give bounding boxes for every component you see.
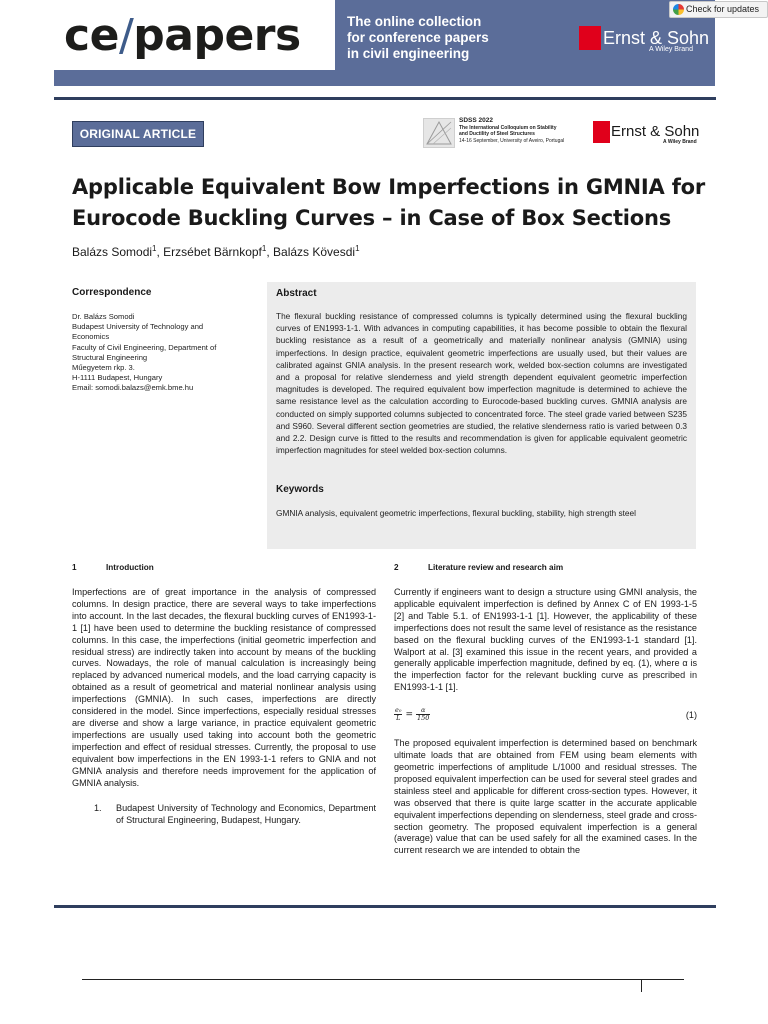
banner-tagline-area: The online collection for conference papers in civil engineering Ernst & Sohn A Wiley Brand bbox=[335, 0, 715, 86]
literature-paragraph-1: Currently if engineers want to design a structure using GMNI analysis, the applicable equivalent imperfection is defined by Annex C of EN 1993-1-5 [2] and Table 5.1. of EN1993-1-1 [1]. However, the applicability of these imperfections does not result the same level of resistance as the resistance based on the flexural buckling curves of the EN1993-1-1 standard [1]. Walport at al. [3] examined this issue in the recent years, and provided a generally applicable imperfection magnitude, defined by eq. (1), where α is the imperfection factor for the relevant buckling curve as prescribed in EN1993-1-1 [1]. bbox=[394, 587, 697, 693]
section-1-heading: 1 Introduction bbox=[72, 563, 154, 572]
equation-rhs-fraction: $\frac{\alpha}{150}$ bbox=[417, 706, 430, 723]
correspondence-details: Dr. Balázs Somodi Budapest University of Technology and Economics Faculty of Civil Engineering, Department of Structural Engineering Műegyetem rkp. 3. H-1111 Budapest, Hungary Email: somodi.balazs@emk.bme.hu bbox=[72, 312, 242, 394]
right-column bbox=[394, 587, 697, 857]
footer-rule bbox=[54, 905, 716, 908]
journal-banner bbox=[54, 0, 715, 86]
section-2-heading: 2 Literature review and research aim bbox=[394, 563, 564, 572]
banner-tagline: The online collection for conference papers in civil engineering bbox=[347, 14, 489, 61]
abstract-heading: Abstract bbox=[276, 288, 317, 299]
crossmark-icon bbox=[673, 4, 684, 15]
author-name: Erzsébet Bärnkopf bbox=[163, 245, 262, 259]
page-footer-line bbox=[82, 979, 684, 980]
keywords-text: GMNIA analysis, equivalent geometric imperfections, flexural buckling, stability, high strength steel bbox=[276, 508, 637, 518]
equation-number: (1) bbox=[685, 710, 697, 721]
paper-title: Applicable Equivalent Bow Imperfections in GMNIA for Eurocode Buckling Curves – in Case of Box Sections bbox=[72, 175, 706, 230]
abstract-text: The flexural buckling resistance of compressed columns is typically determined using the flexural buckling curves of EN1993-1-1. With advances in computing capabilities, it has become possible to obtain the flexural buckling resistance as a result of a geometrically and materially nonlinear analysis (GMNIA) using imperfections. In design practice, equivalent geometric imperfections are usually used, but their values are calibrated against GNIA analysis. In the present research work, welded box-section columns are investigated and a proposal for relative slenderness and yield strength dependent equivalent geometric imperfection magnitudes is developed. The required equivalent bow imperfection magnitude is determined to achieve the same resistance level as the calculation according to Eurocode-based buckling curves. GMNIA analysis are conducted on simply supported columns subjected to concentrated force. The steel grade varied between S235 and S960. Several different section geometries are studied, the relative slenderness ratio is varied between 0.3 and 2.2. Design curve is fitted to the results and recommendation is given for applicable equivalent geometric imperfection magnitudes for steel welded box-section columns. bbox=[276, 311, 687, 456]
check-for-updates-button[interactable]: Check for updates bbox=[669, 1, 768, 18]
banner-stripe bbox=[54, 70, 335, 86]
ernst-sohn-mark-icon bbox=[579, 26, 601, 50]
ernst-sohn-mark-icon bbox=[593, 121, 610, 143]
author-list: Balázs Somodi$^1$, Erzsébet Bärnkopf$^1$, Balázs Kövesdi$^1$ bbox=[72, 244, 360, 259]
article-type-badge: ORIGINAL ARTICLE bbox=[72, 121, 204, 147]
keywords-heading: Keywords bbox=[276, 484, 324, 495]
ce-papers-logo: ce/papers bbox=[64, 10, 301, 61]
left-column bbox=[72, 587, 376, 827]
conference-logo-icon bbox=[423, 118, 455, 148]
equation-lhs-fraction: $\frac{\text{e₀}}{L}$ bbox=[395, 706, 402, 723]
author-name: Balázs Kövesdi bbox=[273, 245, 356, 259]
introduction-paragraph: Imperfections are of great importance in the analysis of compressed columns. In design practice, there are several ways to take imperfections into account. In the last decades, the flexural buckling curves of EN1993-1-1 [1] have been used to determine the buckling resistance of compressed columns. In this case, the imperfections (initial geometric imperfection and residual stress) are indirectly taken into account by means of the buckling curves. Nowadays, the role of manual calculation is increasingly being replaced by advanced numerical models, and the load carrying capacity is obtained as a result of geometrical and material nonlinear analysis using imperfections (GMNIA). In such cases, imperfections are directly considered in the model. Since imperfections, especially residual stresses are diverse and show a large variance, in practice equivalent geometric imperfections are usually used taking into account both the geometric imperfection and effect of residual stresses. Currently, the proposal to use equivalent bow imperfections in the EN 1993-1-1 refers to GNIA and not GMNIA analysis and therefore needs improvement for the application of GMNIA analysis. bbox=[72, 587, 376, 788]
banner-logo-area bbox=[54, 0, 334, 86]
literature-paragraph-2: The proposed equivalent imperfection is determined based on benchmark ultimate loads that are obtained from FEM using beam elements with geometric imperfections of amplitude L/1000 and residual stresses. The proposed equivalent imperfection can be used for several steel grades and stainless steel and applicable for different cross-section types. However, it was observed that there is quite large scatter in the accurate applicable equivalent imperfections depending on slenderness, steel grade and cross-section geometry. The proposed equivalent imperfection is a general (average) value that can be used safely for all the examined cases. In the current research we are intended to obtain the bbox=[394, 738, 697, 856]
author-name: Balázs Somodi bbox=[72, 245, 153, 259]
conference-info: SDSS 2022 The International Colloquium on Stability and Ductility of Steel Structures 14-16 September, University of Aveiro, Portugal bbox=[459, 117, 565, 144]
correspondence-heading: Correspondence bbox=[72, 287, 152, 298]
abstract-panel bbox=[267, 282, 696, 549]
affiliation-footnote: 1. Budapest University of Technology and Economics, Department of Structural Engineering, Budapest, Hungary. bbox=[94, 803, 376, 826]
email-link[interactable]: Email: somodi.balazs@emk.bme.hu bbox=[72, 383, 194, 393]
page-footer-tick bbox=[641, 980, 642, 992]
header-rule bbox=[54, 97, 716, 100]
equation-1: $\frac{\text{e₀}}{L}$ = $\frac{\alpha}{150}$ (1) bbox=[395, 706, 697, 723]
